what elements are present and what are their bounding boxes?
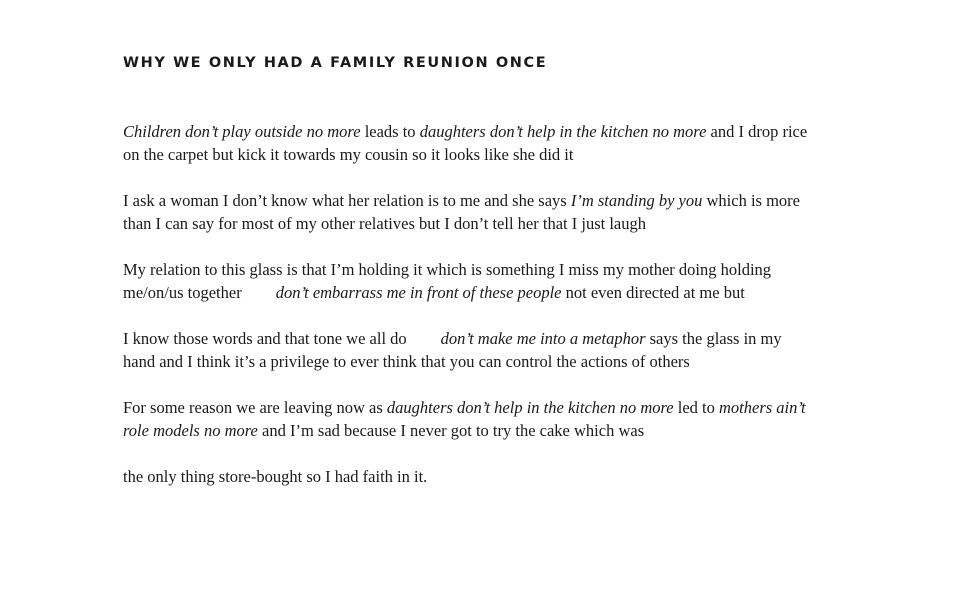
stanza-text: says the glass in my bbox=[645, 329, 782, 348]
italic-phrase: mothers ain’t bbox=[719, 398, 806, 417]
italic-phrase: role models no more bbox=[123, 421, 258, 440]
stanza-4 bbox=[123, 327, 843, 373]
stanza-3 bbox=[123, 258, 843, 304]
stanza-line bbox=[123, 396, 843, 419]
stanza-5 bbox=[123, 396, 843, 442]
stanza-2 bbox=[123, 189, 843, 235]
stanza-line bbox=[123, 258, 843, 281]
italic-phrase: daughters don’t help in the kitchen no more bbox=[419, 122, 707, 141]
stanza-text: For some reason we are leaving now as bbox=[123, 398, 387, 417]
stanza-1 bbox=[123, 120, 843, 166]
stanza-text: on the carpet but kick it towards my cousin so it looks like she did it bbox=[123, 145, 574, 164]
italic-phrase: daughters don’t help in the kitchen no more bbox=[386, 398, 674, 417]
stanza-line bbox=[123, 350, 843, 373]
italic-phrase: Children don’t play outside no more bbox=[123, 122, 361, 141]
stanza-line bbox=[123, 212, 843, 235]
stanza-text: leads to bbox=[360, 122, 420, 141]
stanza-text: than I can say for most of my other relatives but I don’t tell her that I just laugh bbox=[123, 214, 646, 233]
stanza-6 bbox=[123, 465, 843, 488]
italic-phrase: don’t make me into a metaphor bbox=[440, 329, 646, 348]
stanza-text: led to bbox=[673, 398, 720, 417]
stanza-text: and I drop rice bbox=[706, 122, 808, 141]
stanza-text: and I’m sad because I never got to try the cake which was bbox=[257, 421, 645, 440]
poem-title: WHY WE ONLY HAD A FAMILY REUNION ONCE bbox=[123, 55, 548, 71]
stanza-text: not even directed at me but bbox=[561, 283, 745, 302]
stanza-line bbox=[123, 189, 843, 212]
stanza-text: which is more bbox=[702, 191, 800, 210]
stanza-line bbox=[123, 419, 843, 442]
stanza-line bbox=[123, 143, 843, 166]
italic-phrase: I’m standing by you bbox=[570, 191, 703, 210]
stanza-line bbox=[123, 281, 843, 304]
stanza-text: I know those words and that tone we all do bbox=[123, 329, 407, 348]
stanza-text: hand and I think it’s a privilege to ever think that you can control the actions of others bbox=[123, 352, 690, 371]
stanza-line bbox=[123, 120, 843, 143]
stanza-line bbox=[123, 327, 843, 350]
stanza-text: me/on/us together bbox=[123, 283, 242, 302]
stanza-text: I ask a woman I don’t know what her relation is to me and she says bbox=[123, 191, 571, 210]
stanza-line bbox=[123, 465, 843, 488]
italic-phrase: don’t embarrass me in front of these people bbox=[275, 283, 562, 302]
stanza-text: My relation to this glass is that I’m holding it which is something I miss my mother doing holding bbox=[123, 260, 772, 279]
stanza-text: the only thing store-bought so I had faith in it. bbox=[123, 467, 428, 486]
